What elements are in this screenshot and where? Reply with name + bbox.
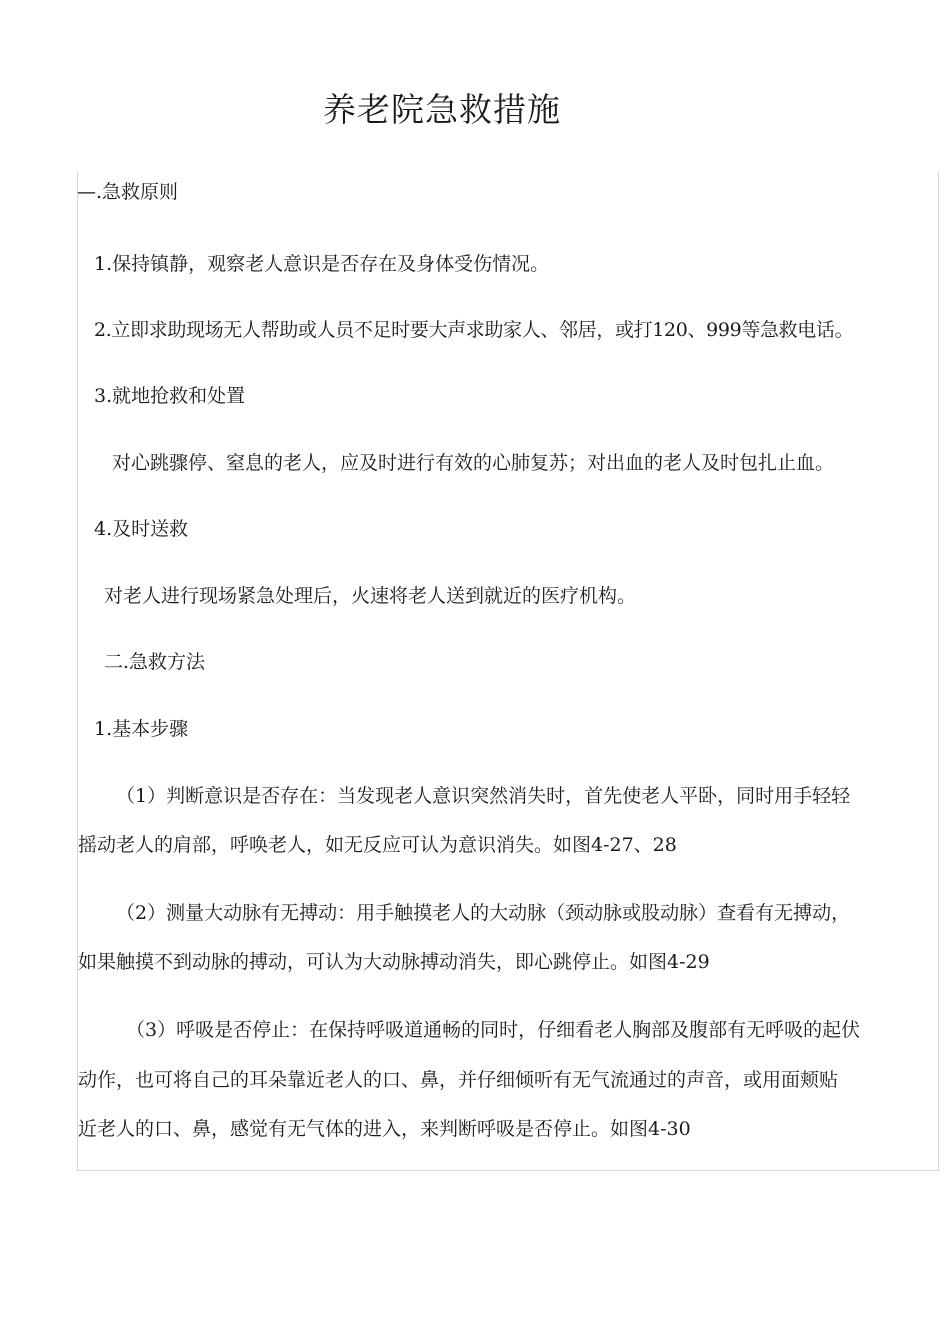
step-3-line-1: （3）呼吸是否停止：在保持呼吸道通畅的同时，仔细看老人胸部及腹部有无呼吸的起伏: [126, 1019, 861, 1041]
step-3-line-2: 动作，也可将自己的耳朵靠近老人的口、鼻，并仔细倾听有无气流通过的声音，或用面颊贴: [78, 1069, 839, 1091]
principle-item-4-detail: 对老人进行现场紧急处理后，火速将老人送到就近的医疗机构。: [104, 585, 637, 607]
section-heading-principles: —.急救原则: [77, 181, 179, 203]
principle-item-3: 3.就地抢救和处置: [94, 385, 246, 407]
step-2-line-2: 如果触摸不到动脉的搏动，可认为大动脉搏动消失，即心跳停止。如图4-29: [78, 951, 710, 973]
principle-item-3-detail: 对心跳骤停、窒息的老人，应及时进行有效的心肺复苏；对出血的老人及时包扎止血。: [112, 452, 835, 474]
step-1-line-2: 摇动老人的肩部，呼唤老人，如无反应可认为意识消失。如图4-27、28: [78, 834, 677, 856]
principle-item-4: 4.及时送救: [94, 518, 189, 540]
step-1-line-1: （1）判断意识是否存在：当发现老人意识突然消失时，首先使老人平卧，同时用手轻轻: [116, 785, 851, 807]
step-2-line-1: （2）测量大动脉有无搏动：用手触摸老人的大动脉（颈动脉或股动脉）查看有无搏动，: [116, 902, 851, 924]
step-3-line-3: 近老人的口、鼻，感觉有无气体的进入，来判断呼吸是否停止。如图4-30: [78, 1118, 691, 1140]
principle-item-2: 2.立即求助现场无人帮助或人员不足时要大声求助家人、邻居，或打120、999等急救电话。: [94, 319, 854, 341]
principle-item-1: 1.保持镇静，观察老人意识是否存在及身体受伤情况。: [94, 253, 550, 275]
document-title: 养老院急救措施: [323, 90, 561, 129]
method-heading-basic-steps: 1.基本步骤: [94, 718, 189, 740]
section-heading-methods: 二.急救方法: [104, 651, 206, 673]
